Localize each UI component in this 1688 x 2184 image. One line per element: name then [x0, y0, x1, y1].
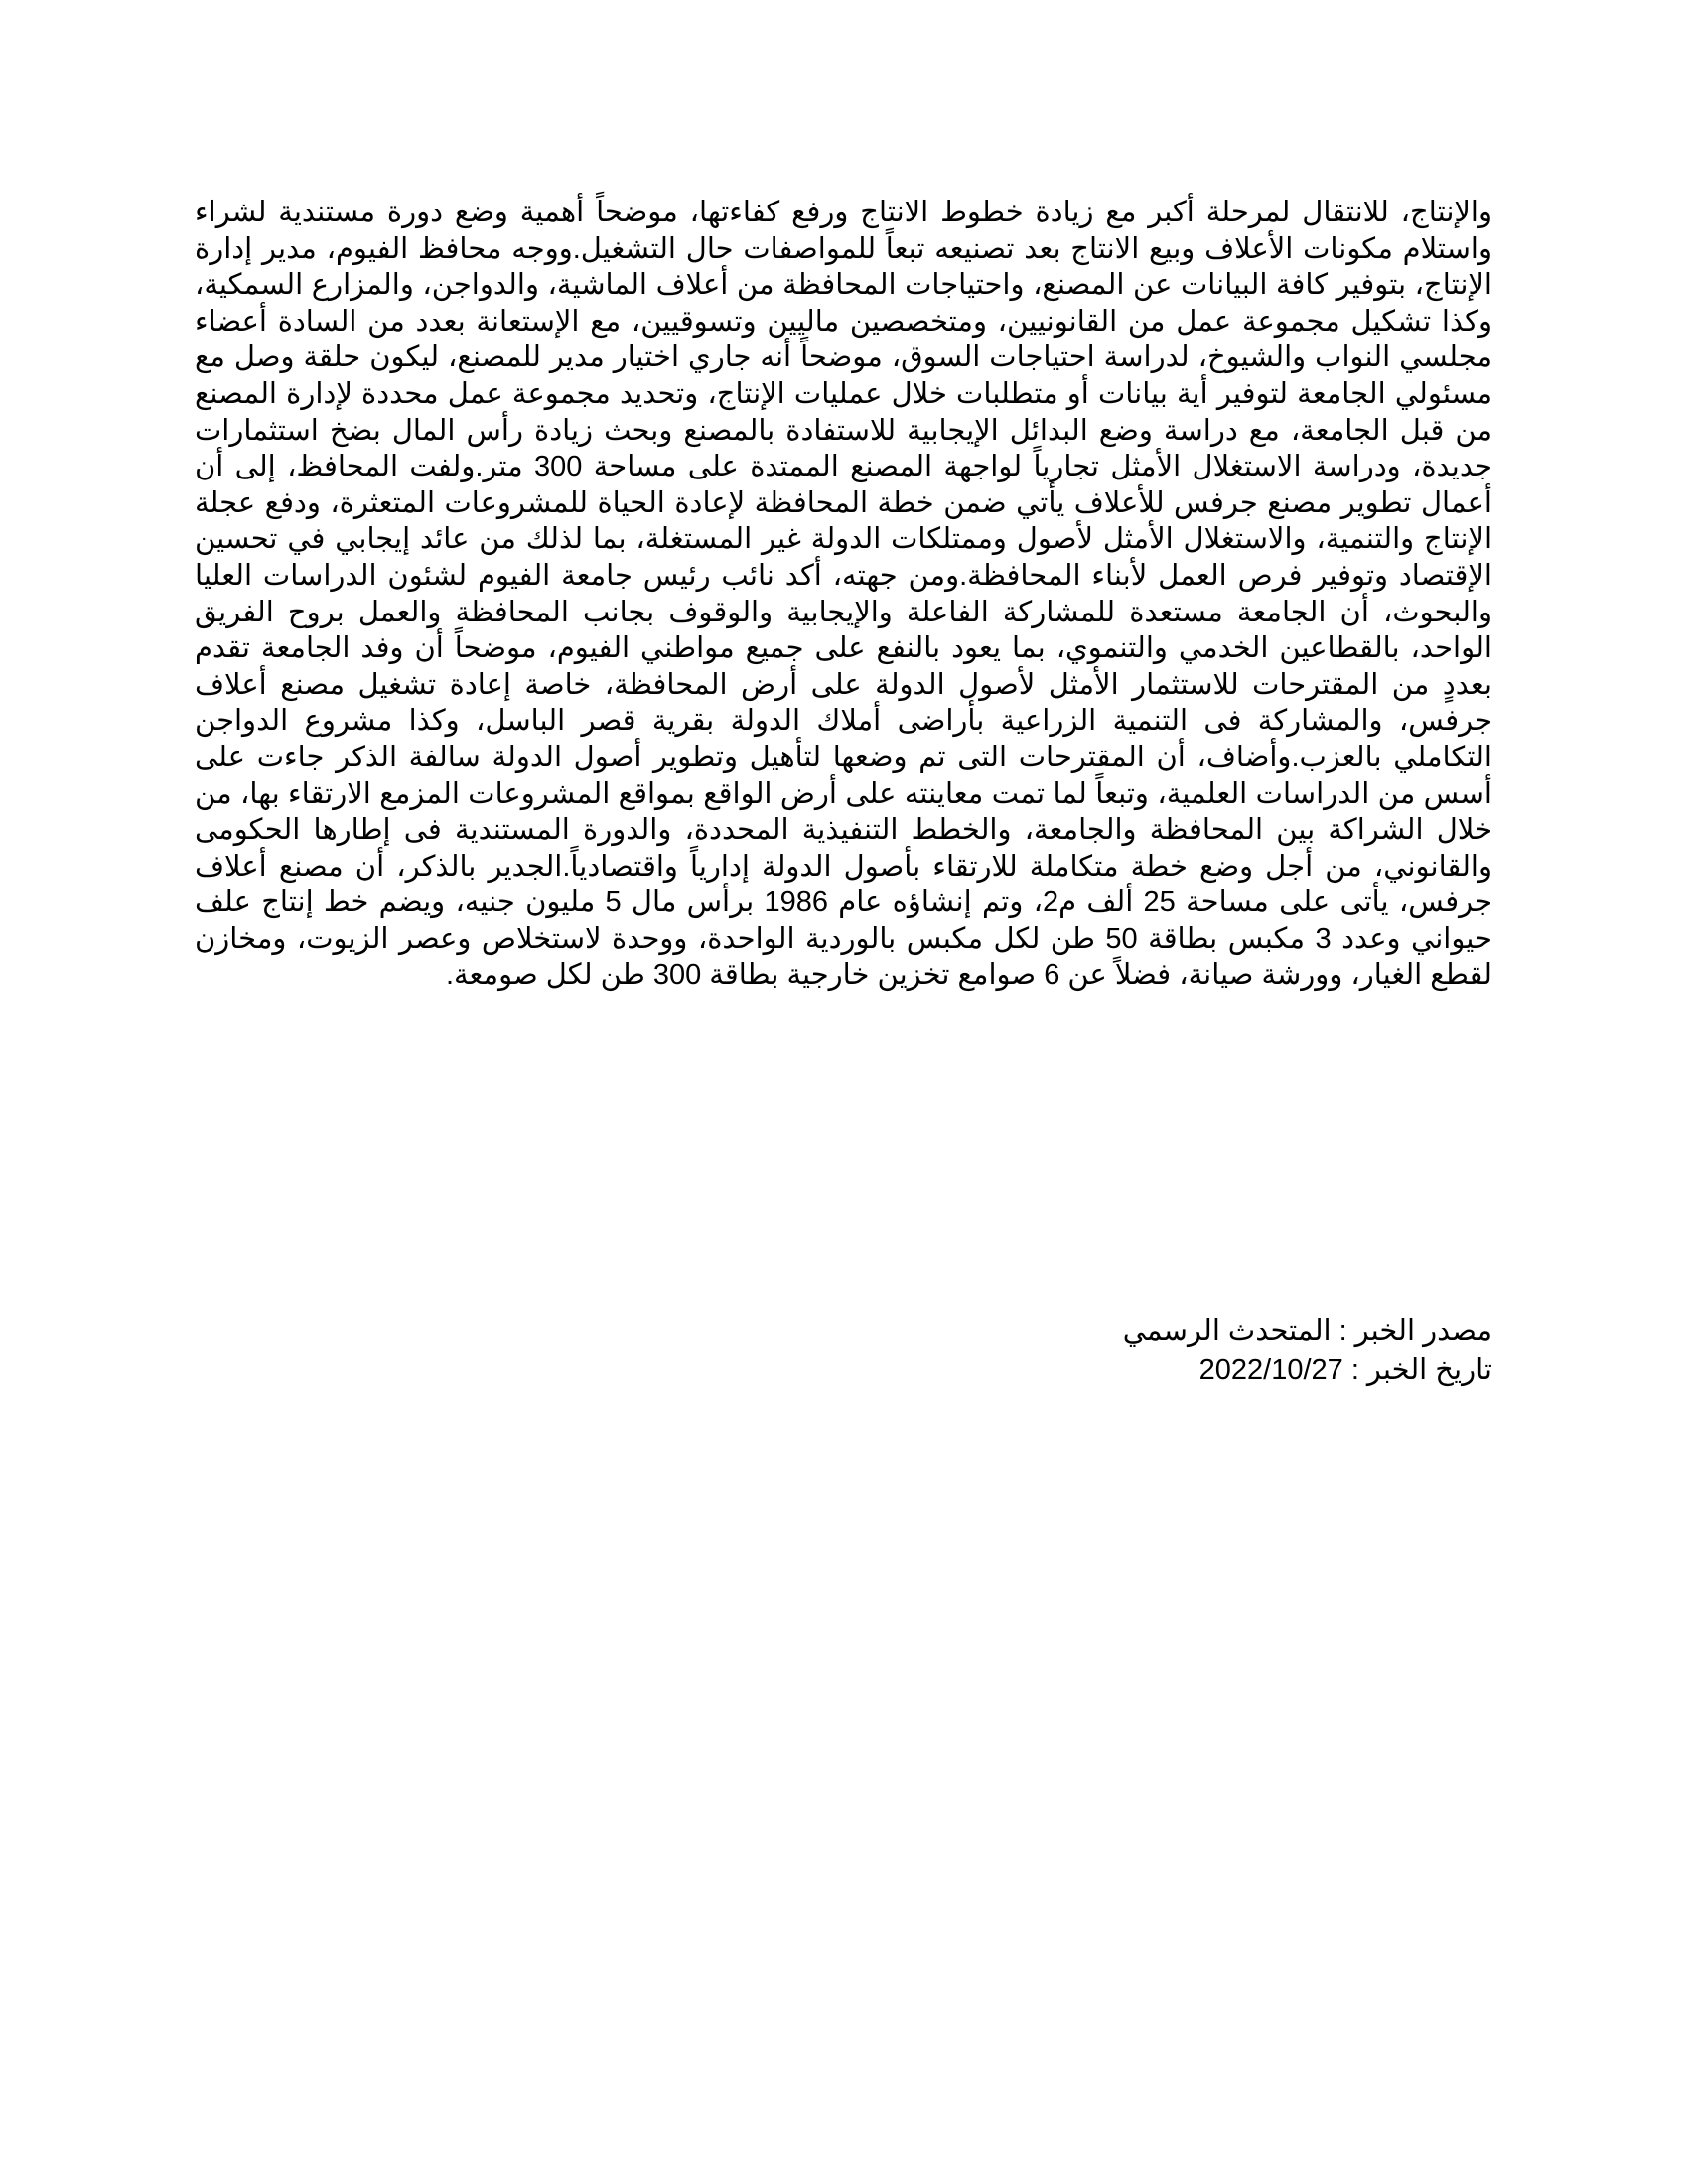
news-date-separator: :: [1350, 1354, 1359, 1386]
news-source-line: [195, 1312, 1492, 1351]
news-source-label: مصدر الخبر: [1354, 1315, 1492, 1347]
news-date-line: [195, 1351, 1492, 1390]
news-date-value: 2022/10/27: [1198, 1354, 1343, 1386]
article-meta: [195, 1312, 1492, 1390]
news-source-separator: :: [1338, 1315, 1347, 1347]
news-date-label: تاريخ الخبر: [1366, 1354, 1492, 1386]
article-body: والإنتاج، للانتقال لمرحلة أكبر مع زيادة خطوط الانتاج ورفع كفاءتها، موضحاً أهمية وضع دورة مستندية لشراء واستلام مكونات الأعلاف وبيع الانتاج بعد تصنيعه تبعاً للمواصفات حال التشغيل.ووجه محافظ الفيوم، مدير إدارة الإنتاج، بتوفير كافة البيانات عن المصنع، واحتياجات المحافظة من أعلاف الماشية، والدواجن، والمزارع السمكية، وكذا تشكيل مجموعة عمل من القانونيين، ومتخصصين ماليين وتسوقيين، مع الإستعانة بعدد من السادة أعضاء مجلسي النواب والشيوخ، لدراسة احتياجات السوق، موضحاً أنه جاري اختيار مدير للمصنع، ليكون حلقة وصل مع مسئولي الجامعة لتوفير أية بيانات أو متطلبات خلال عمليات الإنتاج، وتحديد مجموعة عمل محددة لإدارة المصنع من قبل الجامعة، مع دراسة وضع البدائل الإيجابية للاستفادة بالمصنع وبحث زيادة رأس المال بضخ استثمارات جديدة، ودراسة الاستغلال الأمثل تجارياً لواجهة المصنع الممتدة على مساحة 300 متر.ولفت المحافظ، إلى أن أعمال تطوير مصنع جرفس للأعلاف يأتي ضمن خطة المحافظة لإعادة الحياة للمشروعات المتعثرة، ودفع عجلة الإنتاج والتنمية، والاستغلال الأمثل لأصول وممتلكات الدولة غير المستغلة، بما لذلك من عائد إيجابي في تحسين الإقتصاد وتوفير فرص العمل لأبناء المحافظة.ومن جهته، أكد نائب رئيس جامعة الفيوم لشئون الدراسات العليا والبحوث، أن الجامعة مستعدة للمشاركة الفاعلة والإيجابية والوقوف بجانب المحافظة والعمل بروح الفريق الواحد، بالقطاعين الخدمي والتنموي، بما يعود بالنفع على جميع مواطني الفيوم، موضحاً أن وفد الجامعة تقدم بعددٍ من المقترحات للاستثمار الأمثل لأصول الدولة على أرض المحافظة، خاصة إعادة تشغيل مصنع أعلاف جرفس، والمشاركة فى التنمية الزراعية بأراضى أملاك الدولة بقرية قصر الباسل، وكذا مشروع الدواجن التكاملي بالعزب.وأضاف، أن المقترحات التى تم وضعها لتأهيل وتطوير أصول الدولة سالفة الذكر جاءت على أسس من الدراسات العلمية، وتبعاً لما تمت معاينته على أرض الواقع بمواقع المشروعات المزمع الارتقاء بها، من خلال الشراكة بين المحافظة والجامعة، والخطط التنفيذية المحددة، والدورة المستندية فى إطارها الحكومى والقانوني، من أجل وضع خطة متكاملة للارتقاء بأصول الدولة إدارياً واقتصادياً.الجدير بالذكر، أن مصنع أعلاف جرفس، يأتى على مساحة 25 ألف م2، وتم إنشاؤه عام 1986 برأس مال 5 مليون جنيه، ويضم خط إنتاج علف حيواني وعدد 3 مكبس بطاقة 50 طن لكل مكبس بالوردية الواحدة، ووحدة لاستخلاص وعصر الزيوت، ومخازن لقطع الغيار، وورشة صيانة، فضلاً عن 6 صوامع تخزين خارجية بطاقة 300 طن لكل صومعة.: [195, 197, 1492, 992]
news-source-value: المتحدث الرسمي: [1122, 1315, 1332, 1347]
